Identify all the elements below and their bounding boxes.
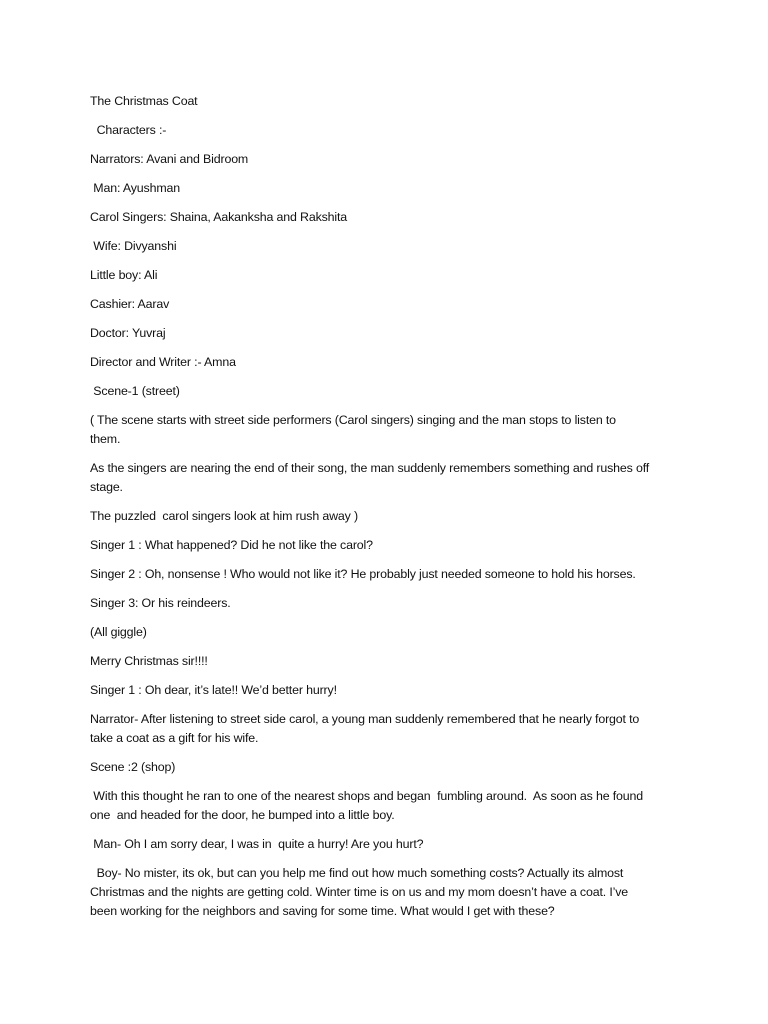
stage-direction: ( The scene starts with street side performers (Carol singers) singing and the man stops to listen to them.: [90, 413, 616, 446]
character-line: Cashier: Aarav: [90, 297, 170, 311]
scene-heading: Scene :2 (shop): [90, 760, 176, 774]
character-line: Wife: Divyanshi: [90, 239, 177, 253]
stage-direction: The puzzled carol singers look at him rush away ): [90, 509, 358, 523]
scene-heading: Scene-1 (street): [90, 384, 180, 398]
narration: With this thought he ran to one of the nearest shops and began fumbling around. As soon as he found one and headed for the door, he bumped into a little boy.: [90, 789, 643, 822]
dialogue-line: Boy- No mister, its ok, but can you help me find out how much something costs? Actually its almost Christmas and the nights are getting cold. Winter time is on us and my mom doesn’t have a coat. I’ve been working for the neighbors and saving for some time. What would I get with these?: [90, 866, 629, 918]
character-line: Man: Ayushman: [90, 181, 180, 195]
stage-direction: (All giggle): [90, 625, 147, 639]
stage-direction: As the singers are nearing the end of their song, the man suddenly remembers something and rushes off stage.: [90, 461, 650, 494]
dialogue-line: Singer 2 : Oh, nonsense ! Who would not like it? He probably just needed someone to hold his horses.: [90, 567, 636, 581]
dialogue-line: Singer 1 : Oh dear, it’s late!! We’d better hurry!: [90, 683, 337, 697]
characters-heading: Characters :-: [90, 123, 167, 137]
narration: Narrator- After listening to street side carol, a young man suddenly remembered that he nearly forgot to take a coat as a gift for his wife.: [90, 712, 640, 745]
character-line: Carol Singers: Shaina, Aakanksha and Rakshita: [90, 210, 348, 224]
credits-line: Director and Writer :- Amna: [90, 355, 236, 369]
character-line: Little boy: Ali: [90, 268, 158, 282]
document-title: The Christmas Coat: [90, 94, 198, 108]
character-line: Doctor: Yuvraj: [90, 326, 166, 340]
character-line: Narrators: Avani and Bidroom: [90, 152, 249, 166]
dialogue-line: Merry Christmas sir!!!!: [90, 654, 208, 668]
dialogue-line: Singer 3: Or his reindeers.: [90, 596, 231, 610]
dialogue-line: Singer 1 : What happened? Did he not like the carol?: [90, 538, 373, 552]
dialogue-line: Man- Oh I am sorry dear, I was in quite a hurry! Are you hurt?: [90, 837, 424, 851]
